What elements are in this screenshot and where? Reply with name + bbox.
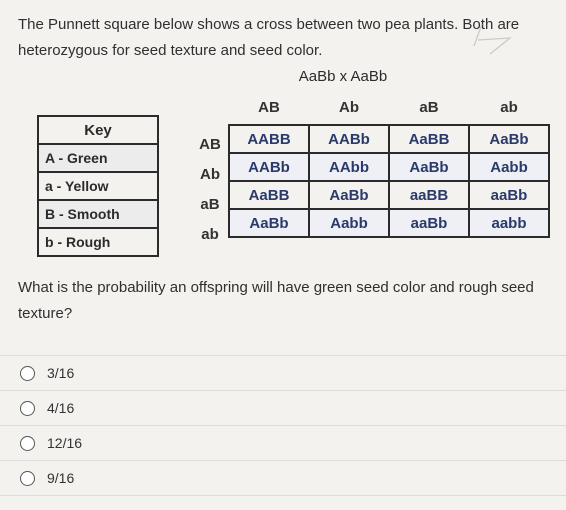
punnett-cell: AABb — [309, 125, 389, 153]
radio-button[interactable] — [20, 436, 35, 451]
punnett-row — [229, 125, 549, 153]
option-label: 4/16 — [47, 400, 75, 416]
punnett-cell: AaBb — [229, 209, 309, 237]
punnett-row — [229, 181, 549, 209]
punnett-cell: aaBb — [389, 209, 469, 237]
radio-button[interactable] — [20, 401, 35, 416]
punnett-row-header: AB — [199, 136, 221, 153]
punnett-cell: aabb — [469, 209, 549, 237]
key-row: B - Smooth — [38, 200, 158, 228]
radio-button[interactable] — [20, 471, 35, 486]
punnett-cell: AaBb — [389, 153, 469, 181]
punnett-cell: AaBb — [309, 181, 389, 209]
intro-text: The Punnett square below shows a cross between two pea plants. Both are heterozygous for seed texture and seed color. — [18, 16, 520, 59]
punnett-cell: Aabb — [309, 209, 389, 237]
punnett-cell: AABB — [229, 125, 309, 153]
key-header: Key — [38, 116, 158, 144]
punnett-row — [229, 209, 549, 237]
punnett-column-header: AB — [258, 99, 280, 116]
key-row: b - Rough — [38, 228, 158, 256]
answer-option-9-16[interactable] — [0, 460, 566, 495]
answer-options — [0, 355, 566, 496]
answer-option-12-16[interactable] — [0, 425, 566, 460]
option-label: 12/16 — [47, 435, 83, 451]
punnett-cell: AaBb — [469, 125, 549, 153]
punnett-column-header: aB — [419, 99, 439, 116]
key-table — [37, 115, 159, 257]
option-label: 3/16 — [47, 365, 75, 381]
radio-button[interactable] — [20, 366, 35, 381]
punnett-cell: Aabb — [469, 153, 549, 181]
punnett-row — [229, 153, 549, 181]
punnett-square — [228, 124, 550, 238]
pen-mark-scribble — [470, 18, 530, 58]
answer-option-3-16[interactable] — [0, 355, 566, 390]
punnett-cell: AaBB — [229, 181, 309, 209]
option-label: 9/16 — [47, 470, 75, 486]
answer-option-4-16[interactable] — [0, 390, 566, 425]
punnett-row-header: ab — [201, 226, 219, 243]
punnett-column-header: ab — [500, 99, 518, 116]
punnett-cell: AAbb — [309, 153, 389, 181]
punnett-column-header: Ab — [339, 99, 359, 116]
punnett-row-header: aB — [200, 196, 220, 213]
punnett-cell: AaBB — [389, 125, 469, 153]
question-text: What is the probability an offspring will have green seed color and rough seed texture? — [18, 279, 534, 322]
divider — [0, 495, 566, 496]
punnett-row-header: Ab — [200, 166, 220, 183]
punnett-cell: AABb — [229, 153, 309, 181]
cross-title: AaBb x AaBb — [298, 68, 388, 85]
key-row: A - Green — [38, 144, 158, 172]
punnett-cell: aaBB — [389, 181, 469, 209]
key-row: a - Yellow — [38, 172, 158, 200]
punnett-cell: aaBb — [469, 181, 549, 209]
